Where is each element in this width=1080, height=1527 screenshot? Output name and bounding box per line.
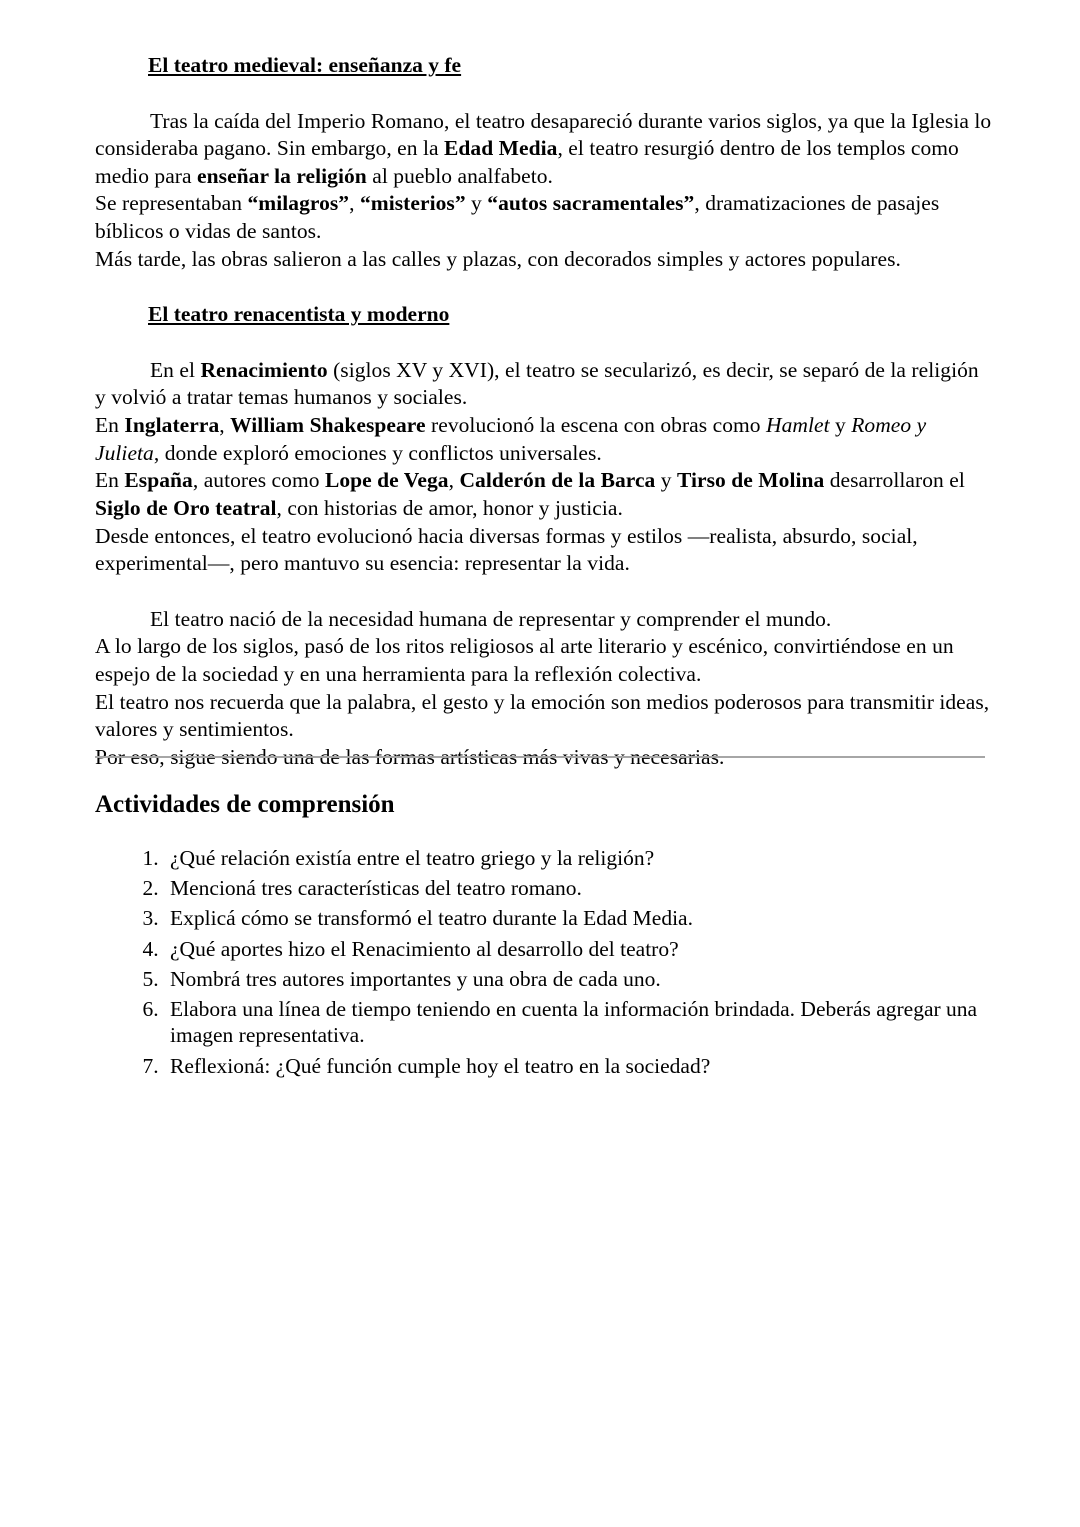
bold-run: Calderón de la Barca xyxy=(459,468,656,493)
text-run: , el teatro resurgió dentro de los templos como medio para xyxy=(95,136,959,188)
text-run: El teatro nos recuerda que la palabra, el gesto y la emoción son medios poderosos para transmitir ideas, valores y sentimientos. xyxy=(95,689,990,742)
paragraph-conclusion-1 xyxy=(95,606,992,634)
paragraph-renaissance-3 xyxy=(95,467,992,522)
activity-item: 1. ¿Qué relación existía entre el teatro griego y la religión? xyxy=(164,845,1034,871)
text-run: El teatro nació de la necesidad humana de representar y comprender el mundo. xyxy=(150,606,832,631)
paragraph-medieval-2 xyxy=(95,190,992,245)
text-run: revolucionó la escena con obras como xyxy=(425,413,766,438)
activity-item: 3. Explicá cómo se transformó el teatro durante la Edad Media. xyxy=(164,905,1034,931)
section-heading-medieval xyxy=(148,52,992,80)
activities-title: Actividades de comprensión xyxy=(95,791,395,818)
text-run: En xyxy=(95,413,125,438)
bold-run: William Shakespeare xyxy=(230,413,426,438)
bold-run: “misterios” xyxy=(359,191,466,216)
paragraph-renaissance-4 xyxy=(95,523,992,578)
text-run: y xyxy=(465,191,488,216)
paragraph-renaissance-2 xyxy=(95,412,992,467)
bold-run: Lope de Vega xyxy=(324,468,449,493)
paragraph-conclusion-2 xyxy=(95,633,992,688)
text-run: Desde entonces, el teatro evolucionó hacia diversas formas y estilos —realista, absurdo, social, experimental—, pero mantuvo su esencia: representar la vida. xyxy=(95,523,918,576)
bold-run: “milagros” xyxy=(247,191,350,216)
text-run: al pueblo analfabeto. xyxy=(366,163,553,188)
spacer xyxy=(95,329,992,357)
text-run: , dramatizaciones de pasajes bíblicos o vidas de santos. xyxy=(95,191,940,244)
text-run: , con historias de amor, honor y justicia. xyxy=(276,495,623,520)
paragraph-medieval-1 xyxy=(95,108,992,191)
text-run: En xyxy=(95,468,125,493)
text-run: Tras la caída del Imperio Romano, el teatro desapareció durante varios siglos, ya que la Iglesia lo consideraba pagano. Sin embargo, en la xyxy=(95,108,992,161)
paragraph-conclusion-3 xyxy=(95,689,992,744)
text-run: Más tarde, las obras salieron a las calles y plazas, con decorados simples y actores populares. xyxy=(95,246,901,271)
text-run: , donde exploró emociones y conflictos universales. xyxy=(153,440,602,465)
activity-item: 2. Mencioná tres características del teatro romano. xyxy=(164,875,1034,901)
bold-run: Siglo de Oro teatral xyxy=(95,495,277,520)
italic-run: Hamlet xyxy=(766,413,830,438)
text-run: A lo largo de los siglos, pasó de los ritos religiosos al arte literario y escénico, convirtiéndose en un espejo de la sociedad y en una herramienta para la reflexión colectiva. xyxy=(95,634,954,687)
section-heading-medieval-text: El teatro medieval: enseñanza y fe xyxy=(148,53,462,77)
text-run: , xyxy=(219,413,231,438)
activities-list xyxy=(122,845,1034,1083)
text-run: Por eso, sigue siendo una de las formas artísticas más vivas y necesarias. xyxy=(95,744,725,769)
spacer xyxy=(95,578,992,606)
bold-run: España xyxy=(124,468,193,493)
section-divider xyxy=(95,756,985,758)
section-heading-renaissance xyxy=(148,301,992,329)
italic-run: Romeo y Julieta xyxy=(95,413,927,465)
paragraph-renaissance-1 xyxy=(95,357,992,412)
activity-item: 5. Nombrá tres autores importantes y una obra de cada uno. xyxy=(164,966,1034,992)
bold-run: enseñar la religión xyxy=(197,163,367,188)
bold-run: Renacimiento xyxy=(200,357,328,382)
text-run: , xyxy=(349,191,360,216)
text-run: y xyxy=(829,413,852,438)
text-run: Se representaban xyxy=(95,191,248,216)
bold-run: “autos sacramentales” xyxy=(487,191,695,216)
text-run: , xyxy=(448,468,460,493)
text-run: desarrollaron el xyxy=(824,468,965,493)
section-heading-renaissance-text: El teatro renacentista y moderno xyxy=(148,302,450,327)
bold-run: Inglaterra xyxy=(124,413,220,438)
spacer xyxy=(95,273,992,301)
activity-item: 6. Elabora una línea de tiempo teniendo en cuenta la información brindada. Deberás agregar una imagen representativa. xyxy=(164,996,1034,1048)
text-run: , autores como xyxy=(192,468,325,493)
text-run: En el xyxy=(150,357,201,382)
paragraph-medieval-3 xyxy=(95,246,992,274)
document-body xyxy=(95,52,992,772)
bold-run: Tirso de Molina xyxy=(677,468,825,493)
text-run: (siglos XV y XVI), el teatro se secularizó, es decir, se separó de la religión y volvió a tratar temas humanos y sociales. xyxy=(95,357,979,410)
bold-run: Edad Media xyxy=(444,136,558,161)
text-run: y xyxy=(655,468,678,493)
activity-item: 7. Reflexioná: ¿Qué función cumple hoy el teatro en la sociedad? xyxy=(164,1053,1034,1079)
activity-item: 4. ¿Qué aportes hizo el Renacimiento al desarrollo del teatro? xyxy=(164,936,1034,962)
spacer xyxy=(95,80,992,108)
